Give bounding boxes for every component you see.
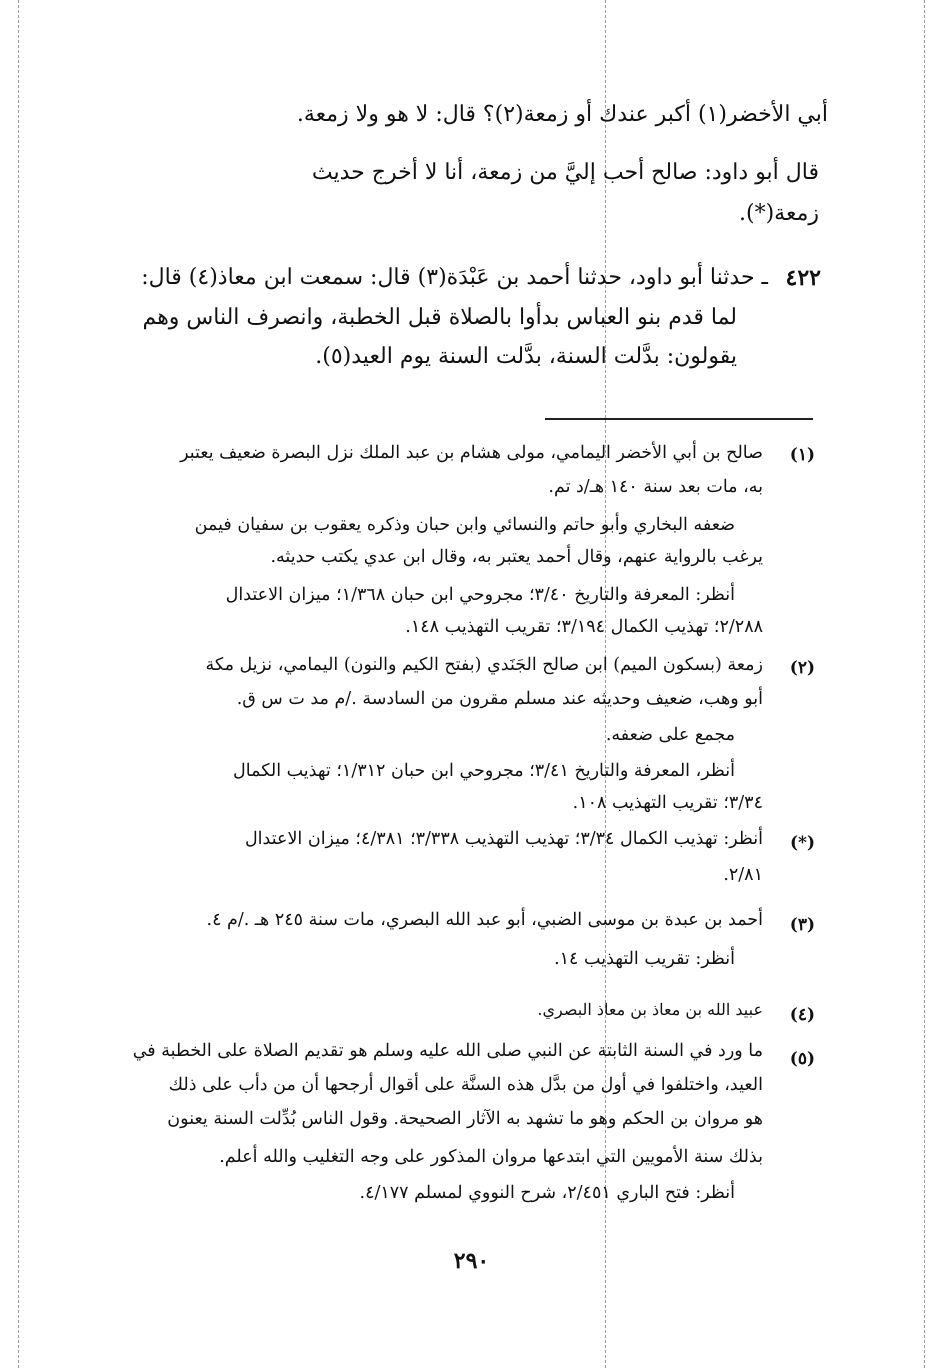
- footnote-3-line-1: أحمد بن عبدة بن موسى الضبي، أبو عبد الله البصري، مات سنة ٢٤٥ هـ ./م ٤.: [206, 910, 763, 930]
- footnote-2-line-5: ٣/٣٤؛ تقريب التهذيب ١٠٨.: [572, 793, 763, 813]
- scan-line-left: [18, 0, 19, 1368]
- footnote-1-line-5: أنظر: المعرفة والتاريخ ٣/٤٠؛ مجروحي ابن حبان ١/٣٦٨؛ ميزان الاعتدال: [225, 585, 735, 605]
- footnote-2-line-4: أنظر، المعرفة والتاريخ ٣/٤١؛ مجروحي ابن حبان ١/٣١٢؛ تهذيب الكمال: [233, 761, 735, 781]
- footnote-3-line-2: أنظر: تقريب التهذيب ١٤.: [554, 949, 735, 969]
- main-text-line-6: يقولون: بدَّلت السنة، بدَّلت السنة يوم العيد(٥).: [315, 344, 737, 369]
- main-text-line-3: زمعة(*).: [739, 201, 819, 226]
- footnote-2-line-2: أبو وهب، ضعيف وحديثه عند مسلم مقرون من السادسة ./م مد ت س ق.: [236, 689, 763, 709]
- scan-line-right: [924, 0, 925, 1368]
- footnote-star-number: (*): [790, 833, 815, 853]
- main-text-line-4: ـ حدثنا أبو داود، حدثنا أحمد بن عَبْدَة(٣) قال: سمعت ابن معاذ(٤) قال:: [141, 265, 768, 290]
- footnote-divider: [545, 418, 813, 420]
- footnote-2-number: (٢): [789, 658, 815, 678]
- footnote-1-line-6: ٢/٢٨٨؛ تهذيب الكمال ٣/١٩٤؛ تقريب التهذيب ١٤٨.: [405, 617, 763, 637]
- footnote-5-line-5: أنظر: فتح الباري ٢/٤٥١، شرح النووي لمسلم ٤/١٧٧.: [359, 1183, 735, 1203]
- footnote-5-line-2: العيد، واختلفوا في أول من بدَّل هذه السنَّة على أقوال أرجحها أن من دأب على ذلك: [168, 1075, 763, 1095]
- main-text-line-5: لما قدم بنو العباس بدأوا بالصلاة قبل الخطبة، وانصرف الناس وهم: [142, 305, 737, 330]
- footnote-star-line-1: أنظر: تهذيب الكمال ٣/٣٤؛ تهذيب التهذيب ٣/٣٣٨؛ ٤/٣٨١؛ ميزان الاعتدال: [244, 829, 763, 849]
- footnote-4-line-1: عبيد الله بن معاذ بن معاذ البصري.: [537, 1000, 763, 1019]
- main-text-line-1: أبي الأخضر(١) أكبر عندك أو زمعة(٢)؟ قال: لا هو ولا زمعة.: [296, 102, 828, 127]
- hadith-number: ٤٢٢: [785, 265, 821, 291]
- main-text-line-2: قال أبو داود: صالح أحب إليَّ من زمعة، أنا لا أخرج حديث: [311, 160, 819, 185]
- footnote-5-number: (٥): [789, 1049, 815, 1069]
- footnote-1-line-1: صالح بن أبي الأخضر اليمامي، مولى هشام بن عبد الملك نزل البصرة ضعيف يعتبر: [180, 443, 763, 463]
- footnote-5-line-1: ما ورد في السنة الثابتة عن النبي صلى الله عليه وسلم هو تقديم الصلاة على الخطبة في: [132, 1041, 763, 1061]
- footnote-5-line-4: بذلك سنة الأمويين التي ابتدعها مروان المذكور على وجه التغليب والله أعلم.: [219, 1147, 763, 1167]
- footnote-1-line-3: ضعفه البخاري وأبو حاتم والنسائي وابن حبان وذكره يعقوب بن سفيان فيمن: [194, 515, 735, 535]
- footnote-3-number: (٣): [789, 915, 815, 935]
- footnote-2-line-1: زمعة (بسكون الميم) ابن صالح الجَنَدي (بفتح الكيم والنون) اليمامي، نزيل مكة: [205, 655, 763, 675]
- footnote-star-line-2: ٢/٨١.: [723, 865, 763, 885]
- footnote-1-line-2: به، مات بعد سنة ١٤٠ هـ/د تم.: [548, 477, 763, 497]
- footnote-2-line-3: مجمع على ضعفه.: [605, 725, 735, 745]
- page-number: ٢٩٠: [453, 1248, 490, 1274]
- footnote-5-line-3: هو مروان بن الحكم وهو ما تشهد به الآثار الصحيحة. وقول الناس بُدِّلت السنة يعنون: [167, 1109, 763, 1129]
- footnote-1-line-4: يرغب بالرواية عنهم، وقال أحمد يعتبر به، وقال ابن عدي يكتب حديثه.: [270, 547, 763, 567]
- footnote-4-number: (٤): [789, 1005, 815, 1025]
- footnote-1-number: (١): [789, 445, 815, 465]
